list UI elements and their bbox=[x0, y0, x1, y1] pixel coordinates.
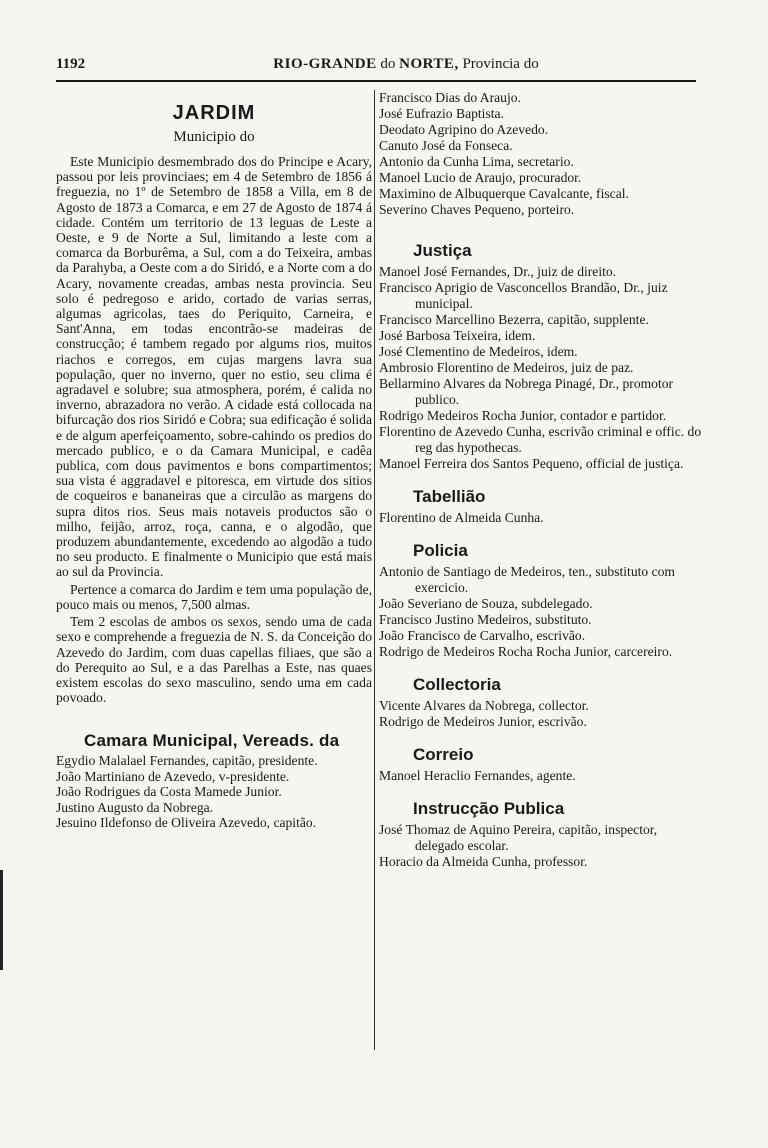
list-item: Maximino de Albuquerque Cavalcante, fiscal. bbox=[379, 186, 629, 201]
list-item: João Rodrigues da Costa Mamede Junior. bbox=[56, 784, 282, 800]
municipality-subtitle: Municipio do bbox=[173, 129, 255, 145]
right-column bbox=[374, 90, 703, 1050]
margin-mark bbox=[0, 870, 3, 970]
list-item: Rodrigo Medeiros Rocha Junior, contador e partidor. bbox=[379, 408, 667, 423]
page bbox=[56, 56, 702, 1096]
title-do: do bbox=[380, 56, 396, 72]
list-item: Justino Augusto da Nobrega. bbox=[56, 799, 214, 815]
list-item: João Francisco de Carvalho, escrivão. bbox=[379, 628, 586, 643]
list-item: Florentino de Azevedo Cunha, escrivão criminal e offic. do reg das hypothecas. bbox=[379, 424, 702, 455]
list-item: Antonio de Santiago de Medeiros, ten., substituto com exercicio. bbox=[379, 564, 676, 595]
list-item: José Barbosa Teixeira, idem. bbox=[379, 328, 536, 343]
title-norte: NORTE, bbox=[399, 56, 459, 72]
list-item: Canuto José da Fonseca. bbox=[379, 138, 513, 153]
list-item: Francisco Marcellino Bezerra, capitão, supplente. bbox=[379, 312, 649, 327]
list-item: José Clementino de Medeiros, idem. bbox=[379, 344, 578, 359]
list-item: Manoel Heraclio Fernandes, agente. bbox=[379, 768, 576, 783]
list-item: Antonio da Cunha Lima, secretario. bbox=[379, 154, 574, 169]
justica-heading: Justiça bbox=[413, 241, 472, 260]
list-item: Egydio Malalael Fernandes, capitão, presidente. bbox=[56, 753, 318, 769]
instruccao-heading: Instrucção Publica bbox=[413, 799, 565, 818]
list-item: Manoel Lucio de Araujo, procurador. bbox=[379, 170, 582, 185]
list-item: Francisco Aprigio de Vasconcellos Brandão, Dr., juiz municipal. bbox=[379, 280, 668, 311]
description-paragraph: Este Municipio desmembrado dos do Principe e Acary, passou por leis provinciaes; em 4 de Setembro de 1856 á freguezia, no 1º de Setembro de 1858 a Villa, em 8 de Agosto de 1873 a Comarca, e em 27 de Agosto de 1874 á cidade. Contém um territorio de 13 leguas de Leste a Oeste, e 9 de Norte a Sul, limitando a leste com a comarca da Borburêma, a Sul, com a do Teixeira, ambas da Parahyba, a Oeste com a do Siridó, e a Norte com a do Acary, novamente creadas, ambas nesta provincia. Seu solo é pedregoso e arido, cortado de varias serras, algumas agricolas, taes do Periquito, Carneira, e Sant'Anna, em todas encontrão-se madeiras de construcção; é tambem regado por algums rios, muitos riachos e corregos, em cujas margens lavra sua população, quer no inverno, quer no estio, seu clima é agradavel e solubre; sua atmosphera, porém, é calida no inverno, abrazadora no verão. A cidade está collocada na bifurcação dos rios Siridó e Cobra; sua edificação é solida e de algum aperfeiçoamento, sobre-cahindo os predios do mercado publico, e o da Camara Municipal, e cadêa publica, com dous pavimentos e bons compartimentos; sua vista é aggradavel e pitoresca, em virtude dos sitios de coqueiros e bananeiras que a circulão as margens do supra ditos rios. Seus mais notaveis productos são o milho, feijão, arroz, roça, canna, e o algodão, que produzem abundantemente, excedendo ao algodão a tudo no seu producto. E finalmente o Municipio que está mais ao sul da Provincia. bbox=[56, 154, 372, 580]
tabelliao-heading: Tabellião bbox=[413, 487, 486, 506]
page-number: 1192 bbox=[56, 56, 86, 72]
list-item: Bellarmino Alvares da Nobrega Pinagé, Dr., promotor publico. bbox=[379, 376, 674, 407]
list-item: Jesuino Ildefonso de Oliveira Azevedo, capitão. bbox=[56, 815, 317, 831]
title-rio-grande: RIO-GRANDE bbox=[273, 56, 377, 72]
camara-heading: Camara Municipal, Vereads. da bbox=[84, 731, 340, 751]
policia-heading: Policia bbox=[413, 541, 468, 560]
list-item: José Eufrazio Baptista. bbox=[379, 106, 504, 121]
list-item: João Severiano de Souza, subdelegado. bbox=[379, 596, 593, 611]
collectoria-heading: Collectoria bbox=[413, 675, 501, 694]
list-item: Deodato Agripino do Azevedo. bbox=[379, 122, 549, 137]
list-item: Rodrigo de Medeiros Junior, escrivão. bbox=[379, 714, 587, 729]
list-item: Francisco Justino Medeiros, substituto. bbox=[379, 612, 592, 627]
list-item: Horacio da Almeida Cunha, professor. bbox=[379, 854, 588, 869]
running-title bbox=[116, 56, 696, 73]
list-item: Manoel José Fernandes, Dr., juiz de direito. bbox=[379, 264, 617, 279]
title-provincia: Provincia do bbox=[462, 56, 539, 72]
columns bbox=[56, 90, 702, 1096]
list-item: João Martiniano de Azevedo, v-presidente. bbox=[56, 768, 290, 784]
municipality-title: JARDIM bbox=[172, 102, 256, 124]
list-item: Rodrigo de Medeiros Rocha Rocha Junior, carcereiro. bbox=[379, 644, 673, 659]
page-header bbox=[56, 56, 696, 82]
population-paragraph: Pertence a comarca do Jardim e tem uma população de, pouco mais ou menos, 7,500 almas. bbox=[56, 581, 372, 612]
list-item: Vicente Alvares da Nobrega, collector. bbox=[379, 698, 589, 713]
list-item: Severino Chaves Pequeno, porteiro. bbox=[379, 202, 575, 217]
correio-heading: Correio bbox=[413, 745, 474, 764]
list-item: Ambrosio Florentino de Medeiros, juiz de paz. bbox=[379, 360, 634, 375]
list-item: Francisco Dias do Araujo. bbox=[379, 90, 521, 105]
list-item: Florentino de Almeida Cunha. bbox=[379, 510, 544, 525]
schools-paragraph: Tem 2 escolas de ambos os sexos, sendo uma de cada sexo e comprehende a freguezia de N. S. da Conceição do Azevedo do Jardim, com duas capellas filiaes, que são a do Perequito ao Sul, e a das Parelhas a Este, nas quaes existem escolas do sexo masculino, sendo uma em cada povoado. bbox=[56, 614, 372, 706]
list-item: José Thomaz de Aquino Pereira, capitão, inspector, delegado escolar. bbox=[379, 822, 658, 853]
list-item: Manoel Ferreira dos Santos Pequeno, official de justiça. bbox=[379, 456, 684, 471]
left-column bbox=[56, 96, 372, 831]
